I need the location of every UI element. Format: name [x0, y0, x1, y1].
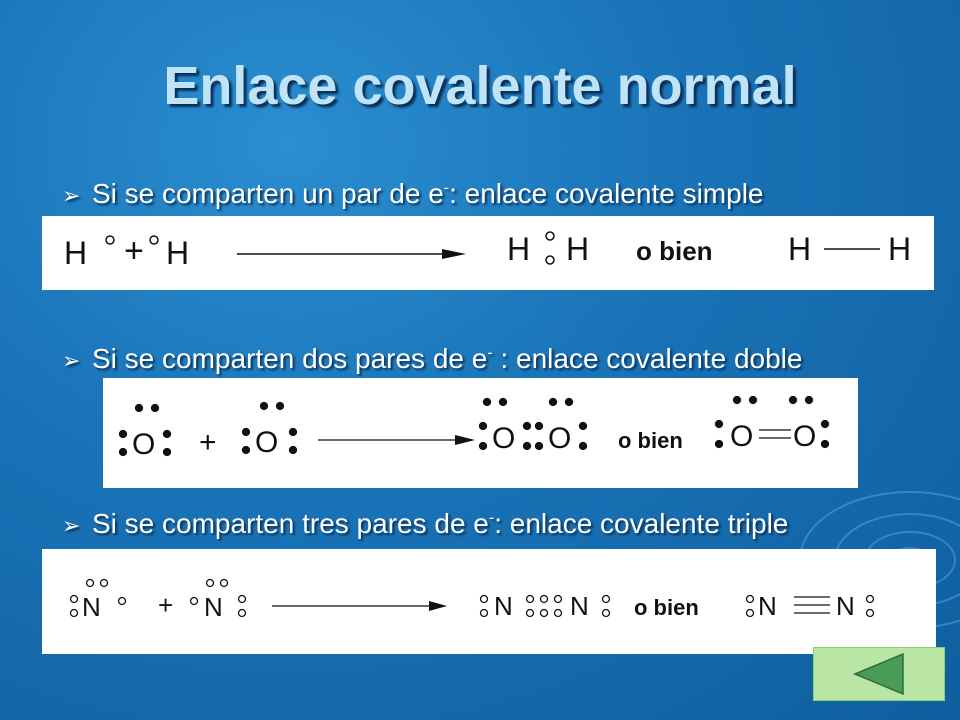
o2-bond-atom-2: O — [793, 420, 817, 453]
n2-atom-2: N — [204, 592, 223, 622]
bullet-arrow-icon: ➢ — [62, 348, 81, 373]
h2-atom-2: H — [166, 235, 190, 271]
bullet-triple-bond: ➢ Si se comparten tres pares de e-: enlace covalente triple — [62, 508, 789, 539]
n2-bond-atom-2: N — [836, 591, 855, 621]
n2-atom-1: N — [82, 592, 101, 622]
bullet-arrow-icon: ➢ — [62, 513, 81, 538]
h2-plus: + — [124, 232, 144, 270]
h2-bond-atom-1: H — [788, 231, 812, 267]
triangle-left-icon — [849, 652, 909, 696]
h2-product-atom-1: H — [507, 231, 531, 267]
o2-product-atom-1: O — [492, 422, 516, 455]
equation-panel-n2 — [42, 549, 936, 654]
h2-atom-1: H — [64, 235, 88, 271]
h2-product-atom-2: H — [566, 231, 590, 267]
n2-plus: + — [158, 590, 174, 620]
o2-or-text: o bien — [618, 428, 683, 453]
bullet-simple-bond: ➢ Si se comparten un par de e-: enlace covalente simple — [62, 178, 764, 209]
h2-bond-atom-2: H — [888, 231, 912, 267]
slide-title: Enlace covalente normal — [163, 56, 797, 116]
n2-product-atom-2: N — [570, 591, 589, 621]
h2-or-text: o bien — [636, 236, 713, 266]
o2-atom-2: O — [255, 426, 279, 459]
bullet-arrow-icon: ➢ — [62, 183, 81, 208]
n2-or-text: o bien — [634, 595, 699, 620]
o2-product-atom-2: O — [548, 422, 572, 455]
equation-panel-o2 — [103, 378, 858, 488]
equation-panel-h2 — [42, 216, 934, 290]
o2-plus: + — [199, 426, 217, 459]
n2-bond-atom-1: N — [758, 591, 777, 621]
o2-bond-atom-1: O — [730, 420, 754, 453]
bullet-double-bond: ➢ Si se comparten dos pares de e- : enlace covalente doble — [62, 343, 803, 374]
n2-product-atom-1: N — [494, 591, 513, 621]
o2-atom-1: O — [132, 428, 156, 461]
back-button[interactable] — [813, 647, 945, 701]
